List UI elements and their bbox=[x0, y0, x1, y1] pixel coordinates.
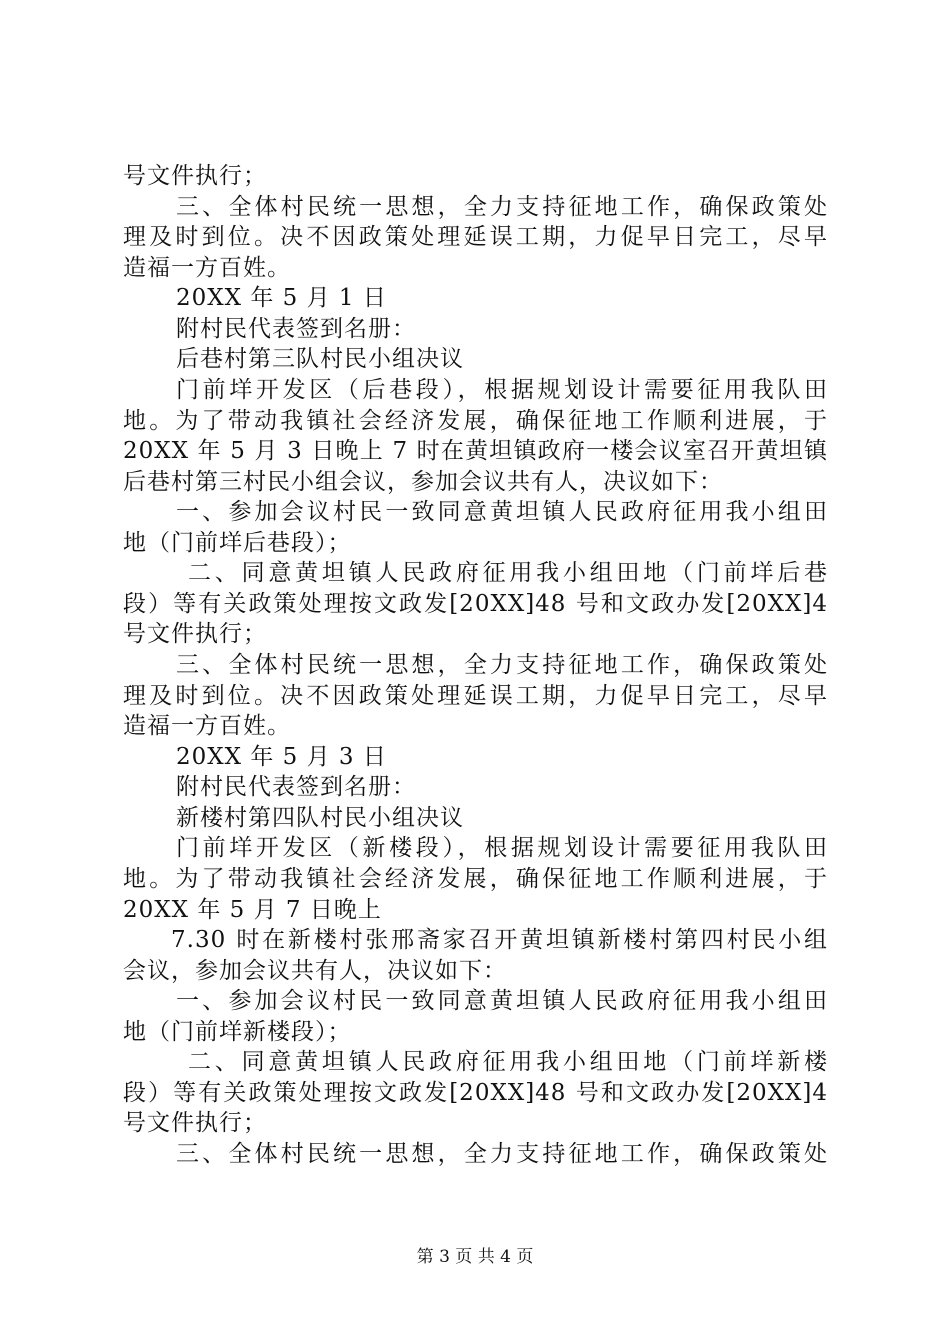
text-line: 地。为了带动我镇社会经济发展，确保征地工作顺利进展，于 bbox=[123, 866, 828, 892]
text-line: 段）等有关政策处理按文政发[20XX]48 号和文政办发[20XX]4 bbox=[123, 1080, 828, 1106]
text-line: 20XX 年 5 月 7 日晚上 bbox=[123, 897, 382, 923]
text-line: 号文件执行； bbox=[123, 1110, 267, 1136]
text-line: 造福一方百姓。 bbox=[123, 255, 291, 281]
text-line: 造福一方百姓。 bbox=[123, 713, 291, 739]
section-title: 新楼村第四队村民小组决议 bbox=[176, 805, 464, 831]
text-line: 一、参加会议村民一致同意黄坦镇人民政府征用我小组田 bbox=[176, 499, 828, 525]
text-line: 号文件执行； bbox=[123, 621, 267, 647]
text-line: 门前垟开发区（后巷段），根据规划设计需要征用我队田 bbox=[176, 377, 828, 403]
text-line: 号文件执行； bbox=[123, 163, 267, 189]
text-line: 三、全体村民统一思想，全力支持征地工作，确保政策处 bbox=[176, 1141, 828, 1167]
text-line: 段）等有关政策处理按文政发[20XX]48 号和文政办发[20XX]4 bbox=[123, 591, 828, 617]
text-line: 理及时到位。决不因政策处理延误工期，力促早日完工，尽早 bbox=[123, 224, 828, 250]
text-line: 理及时到位。决不因政策处理延误工期，力促早日完工，尽早 bbox=[123, 683, 828, 709]
text-line: 附村民代表签到名册： bbox=[176, 316, 416, 342]
page-footer: 第 3 页 共 4 页 bbox=[416, 1247, 534, 1267]
text-line: 一、参加会议村民一致同意黄坦镇人民政府征用我小组田 bbox=[176, 988, 828, 1014]
text-line: 二、同意黄坦镇人民政府征用我小组田地（门前垟新楼 bbox=[188, 1049, 828, 1075]
date-line: 20XX 年 5 月 1 日 bbox=[176, 285, 387, 311]
text-line: 7.30 时在新楼村张邢斋家召开黄坦镇新楼村第四村民小组 bbox=[171, 927, 828, 953]
section-title: 后巷村第三队村民小组决议 bbox=[176, 346, 464, 372]
text-line: 三、全体村民统一思想，全力支持征地工作，确保政策处 bbox=[176, 194, 828, 220]
date-line: 20XX 年 5 月 3 日 bbox=[176, 744, 387, 770]
text-line: 附村民代表签到名册： bbox=[176, 774, 416, 800]
text-line: 门前垟开发区（新楼段），根据规划设计需要征用我队田 bbox=[176, 835, 828, 861]
text-line: 地（门前垟新楼段）； bbox=[123, 1019, 352, 1045]
text-line: 后巷村第三村民小组会议，参加会议共有人，决议如下： bbox=[123, 469, 723, 495]
text-line: 地。为了带动我镇社会经济发展，确保征地工作顺利进展，于 bbox=[123, 408, 828, 434]
text-line: 二、同意黄坦镇人民政府征用我小组田地（门前垟后巷 bbox=[188, 560, 828, 586]
text-line: 地（门前垟后巷段）； bbox=[123, 530, 352, 556]
text-line: 三、全体村民统一思想，全力支持征地工作，确保政策处 bbox=[176, 652, 828, 678]
text-line: 20XX 年 5 月 3 日晚上 7 时在黄坦镇政府一楼会议室召开黄坦镇 bbox=[123, 438, 828, 464]
text-line: 会议，参加会议共有人，决议如下： bbox=[123, 958, 507, 984]
